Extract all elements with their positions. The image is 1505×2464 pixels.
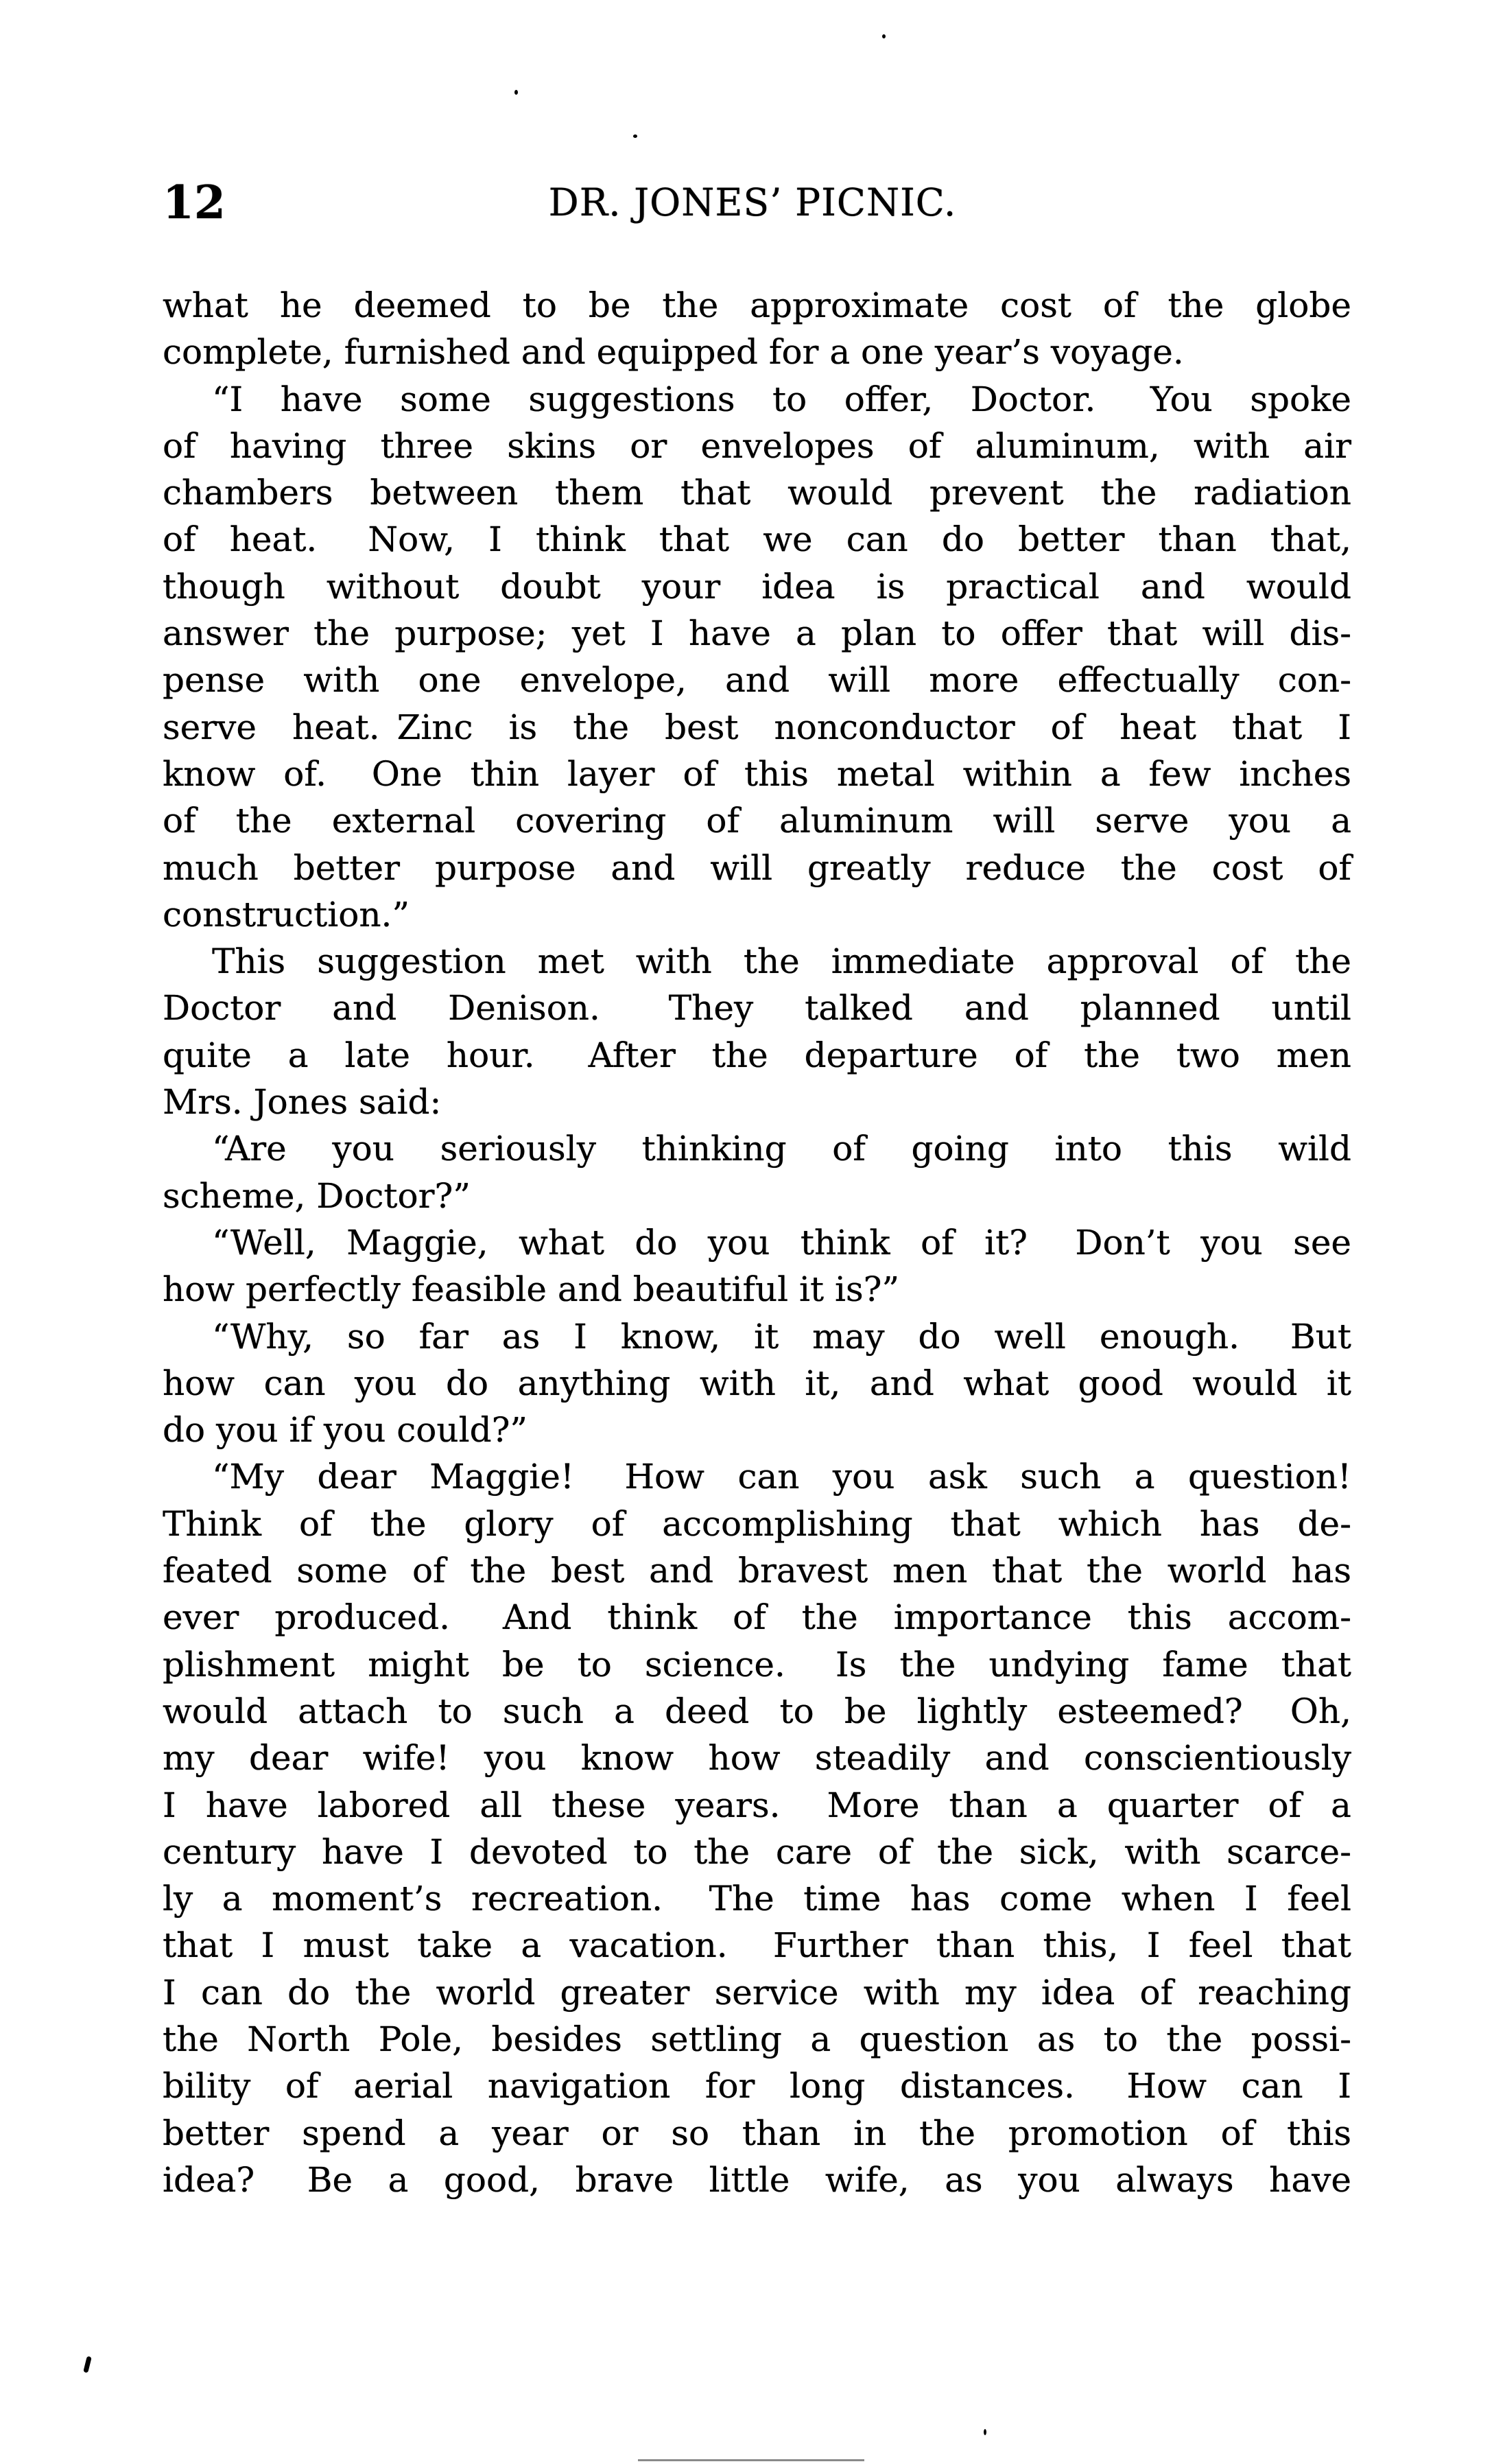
text-line: “My dear Maggie! How can you ask such a question!	[212, 1457, 1351, 1497]
scan-edge-artifact	[638, 2459, 864, 2461]
text-line: “Well, Maggie, what do you think of it? Don’t you see	[212, 1222, 1351, 1263]
text-line: “Are you seriously thinking of going into this wild	[212, 1129, 1351, 1169]
text-line: chambers between them that would prevent the radiation	[163, 473, 1351, 513]
text-line: pense with one envelope, and will more effectually con-	[163, 660, 1351, 701]
text-line: what he deemed to be the approximate cost of the globe	[163, 285, 1351, 325]
text-line: know of. One thin layer of this metal within a few inches	[163, 753, 1351, 794]
text-line: idea? Be a good, brave little wife, as you always have	[163, 2159, 1351, 2200]
page-number: 12	[163, 176, 226, 229]
text-line: I have labored all these years. More than a quarter of a	[163, 1785, 1351, 1825]
scan-speck	[984, 2429, 986, 2435]
text-line: of the external covering of aluminum will serve you a	[163, 801, 1351, 841]
text-line: This suggestion met with the immediate approval of the	[212, 941, 1351, 982]
text-line: feated some of the best and bravest men that the world has	[163, 1551, 1351, 1591]
text-line: my dear wife! you know how steadily and conscientiously	[163, 1738, 1351, 1779]
text-line: “Why, so far as I know, it may do well enough. But	[212, 1316, 1351, 1357]
scan-speck	[633, 134, 637, 138]
text-line: of heat. Now, I think that we can do better than that,	[163, 519, 1351, 560]
text-line: scheme, Doctor?”	[163, 1175, 471, 1216]
text-line: though without doubt your idea is practical and would	[163, 566, 1351, 607]
text-line: I can do the world greater service with my idea of reaching	[163, 1972, 1351, 2013]
scan-speck	[83, 2356, 92, 2373]
scan-speck	[882, 34, 886, 38]
text-line: the North Pole, besides settling a question as to the possi-	[163, 2019, 1351, 2059]
text-line: construction.”	[163, 894, 410, 935]
text-line: do you if you could?”	[163, 1410, 528, 1451]
text-line: serve heat. Zinc is the best nonconductor of heat that I	[163, 707, 1351, 747]
text-line: Mrs. Jones said:	[163, 1082, 442, 1123]
scan-speck	[514, 90, 518, 95]
text-line: of having three skins or envelopes of aluminum, with air	[163, 425, 1351, 466]
text-line: Doctor and Denison. They talked and planned until	[163, 988, 1351, 1029]
text-line: plishment might be to science. Is the undying fame that	[163, 1644, 1351, 1685]
text-block	[163, 282, 1351, 2203]
text-line: ly a moment’s recreation. The time has come when I feel	[163, 1879, 1351, 1919]
text-line: would attach to such a deed to be lightly esteemed? Oh,	[163, 1691, 1351, 1731]
text-line: that I must take a vacation. Further than this, I feel that	[163, 1925, 1351, 1966]
text-line: ever produced. And think of the importance this accom-	[163, 1597, 1351, 1638]
running-title: DR. JONES’ PICNIC.	[548, 180, 957, 224]
text-line: complete, furnished and equipped for a one year’s voyage.	[163, 332, 1184, 373]
text-line: better spend a year or so than in the promotion of this	[163, 2113, 1351, 2153]
text-line: bility of aerial navigation for long distances. How can I	[163, 2066, 1351, 2107]
text-line: answer the purpose; yet I have a plan to offer that will dis-	[163, 613, 1351, 654]
text-line: “I have some suggestions to offer, Doctor. You spoke	[212, 379, 1351, 419]
text-line: how perfectly feasible and beautiful it is?”	[163, 1269, 900, 1310]
text-line: how can you do anything with it, and what good would it	[163, 1363, 1351, 1403]
text-line: century have I devoted to the care of the sick, with scarce-	[163, 1831, 1351, 1872]
text-line: much better purpose and will greatly reduce the cost of	[163, 847, 1351, 888]
text-line: Think of the glory of accomplishing that which has de-	[163, 1503, 1351, 1544]
text-line: quite a late hour. After the departure of the two men	[163, 1035, 1351, 1075]
